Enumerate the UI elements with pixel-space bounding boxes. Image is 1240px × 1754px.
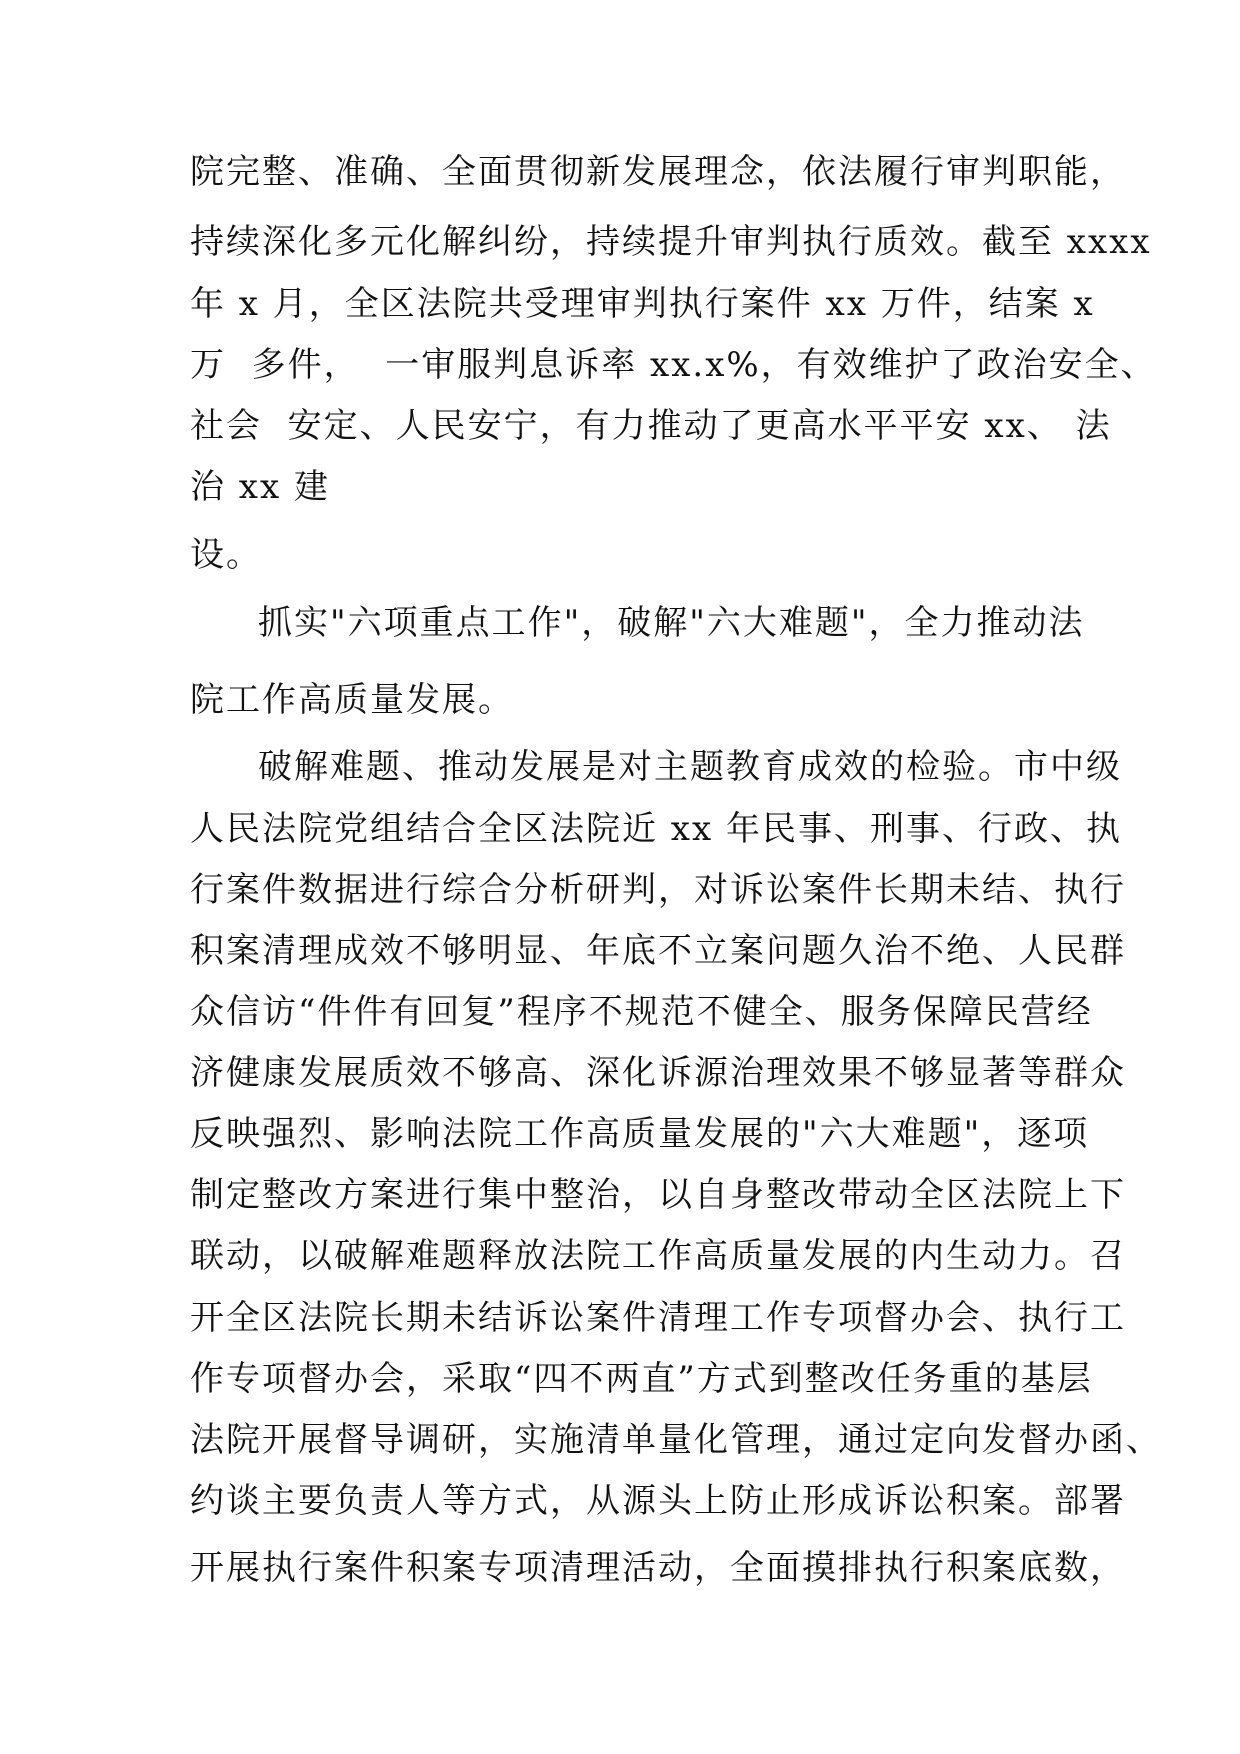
text-line-2: 持续深化多元化解纠纷，持续提升审判执行质效。截至 xxxx [190, 222, 1152, 262]
text-line-18: 联动，以破解难题释放法院工作高质量发展的内生动力。召 [190, 1236, 1126, 1276]
text-line-21: 法院开展督导调研，实施清单量化管理，通过定向发督办函、 [190, 1420, 1162, 1460]
text-line-3: 年 x 月，全区法院共受理审判执行案件 xx 万件，结案 x [190, 284, 1095, 324]
text-line-16: 反映强烈、影响法院工作高质量发展的"六大难题"，逐项 [190, 1114, 1090, 1154]
text-line-13: 积案清理成效不够明显、年底不立案问题久治不绝、人民群 [190, 931, 1126, 971]
text-line-22: 约谈主要负责人等方式，从源头上防止形成诉讼积案。部署 [190, 1481, 1126, 1521]
text-line-23: 开展执行案件积案专项清理活动，全面摸排执行积案底数， [190, 1548, 1126, 1588]
text-line-11: 人民法院党组结合全区法院近 xx 年民事、刑事、行政、执 [190, 809, 1122, 849]
text-line-12: 行案件数据进行综合分析研判，对诉讼案件长期未结、执行 [190, 870, 1126, 910]
section-heading: 抓实"六项重点工作"，破解"六大难题"，全力推动法 [258, 603, 1085, 643]
text-line-4: 万 多件， 一审服判息诉率 xx.x%，有效维护了政治安全、 [190, 345, 1157, 385]
paragraph-start: 破解难题、推动发展是对主题教育成效的检验。市中级 [258, 747, 1122, 787]
text-line-14: 众信访“件件有回复”程序不规范不健全、服务保障民营经 [190, 992, 1093, 1032]
text-line-19: 开全区法院长期未结诉讼案件清理工作专项督办会、执行工 [190, 1298, 1126, 1338]
text-line-7: 设。 [190, 535, 262, 575]
text-line-15: 济健康发展质效不够高、深化诉源治理效果不够显著等群众 [190, 1053, 1126, 1093]
section-heading-cont: 院工作高质量发展。 [190, 680, 514, 720]
text-line-20: 作专项督办会，采取“四不两直”方式到整改任务重的基层 [190, 1359, 1093, 1399]
text-line-1: 院完整、准确、全面贯彻新发展理念，依法履行审判职能， [190, 152, 1126, 192]
text-line-5: 社会 安定、人民安宁，有力推动了更高水平平安 xx、 法 [190, 406, 1112, 446]
text-line-17: 制定整改方案进行集中整治，以自身整改带动全区法院上下 [190, 1175, 1126, 1215]
text-line-6: 治 xx 建 [190, 467, 330, 507]
